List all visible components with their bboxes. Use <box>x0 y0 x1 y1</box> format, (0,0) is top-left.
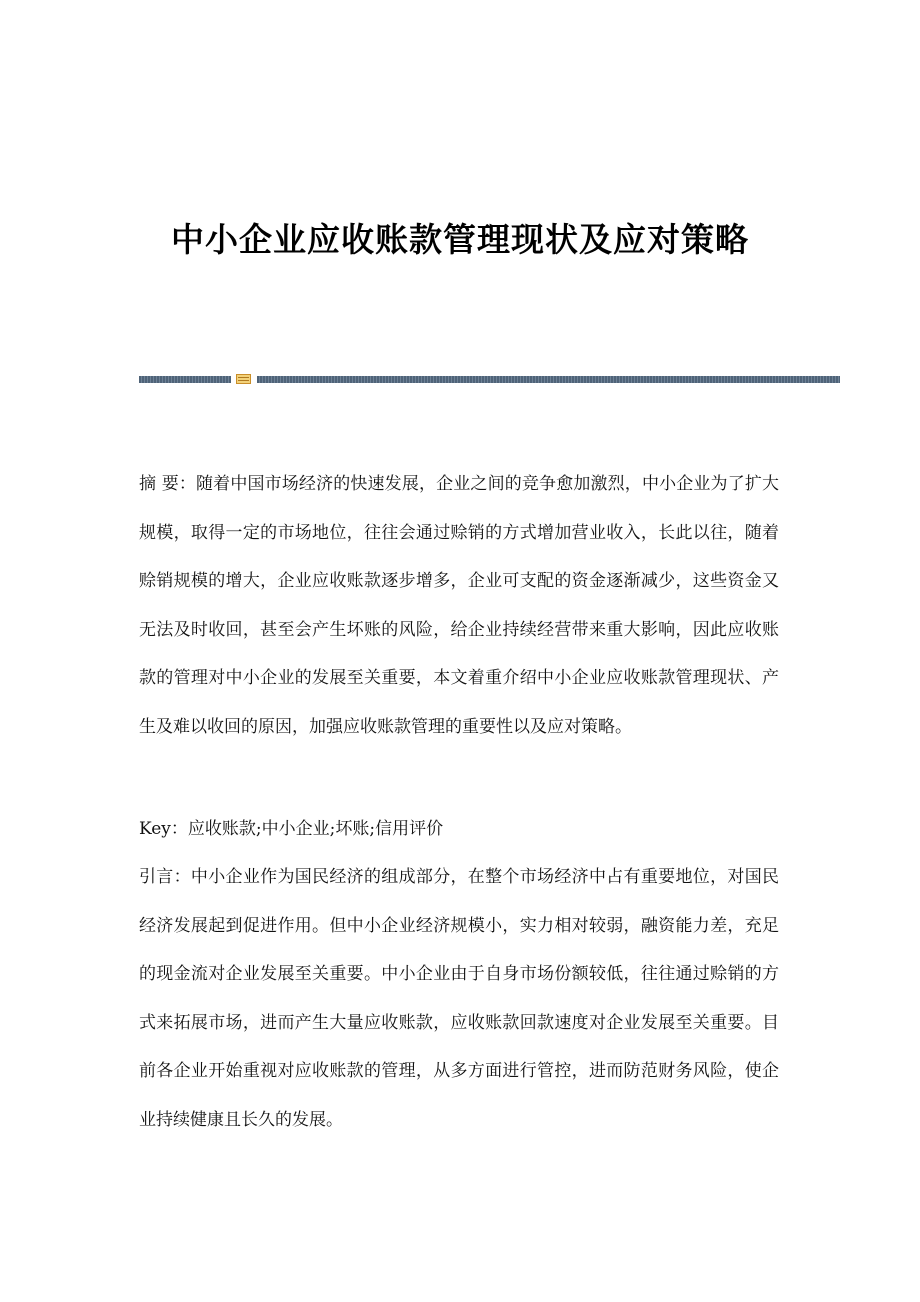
keywords-text: 应收账款;中小企业;坏账;信用评价 <box>187 819 444 839</box>
keywords-label: Key： <box>139 819 188 839</box>
abstract-text: 随着中国市场经济的快速发展，企业之间的竞争愈加激烈，中小企业为了扩大规模，取得一定的市场地位，往往会通过赊销的方式增加营业收入，长此以往，随着赊销规模的增大，企业应收账款逐步增多，企业可支配的资金逐渐减少，这些资金又无法及时收回，甚至会产生坏账的风险，给企业持续经营带来重大影响，因此应收账款的管理对中小企业的发展至关重要，本文着重介绍中小企业应收账款管理现状、产生及难以收回的原因，加强应收账款管理的重要性以及应对策略。 <box>139 474 780 737</box>
keywords-paragraph <box>139 805 779 854</box>
intro-text: 中小企业作为国民经济的组成部分，在整个市场经济中占有重要地位，对国民经济发展起到促进作用。但中小企业经济规模小，实力相对较弱，融资能力差，充足的现金流对企业发展至关重要。中小企业由于自身市场份额较低，往往通过赊销的方式来拓展市场，进而产生大量应收账款，应收账款回款速度对企业发展至关重要。目前各企业开始重视对应收账款的管理，从多方面进行管控，进而防范财务风险，使企业持续健康且长久的发展。 <box>139 867 780 1130</box>
abstract-label: 摘 要： <box>139 474 197 494</box>
book-ornament-icon <box>236 374 251 384</box>
title-divider <box>139 374 840 384</box>
page-title: 中小企业应收账款管理现状及应对策略 <box>171 220 749 259</box>
abstract-paragraph <box>139 460 779 751</box>
intro-label: 引言： <box>139 867 191 887</box>
intro-paragraph <box>139 853 779 1144</box>
divider-bar-left <box>139 376 231 383</box>
divider-bar-right <box>257 376 840 383</box>
